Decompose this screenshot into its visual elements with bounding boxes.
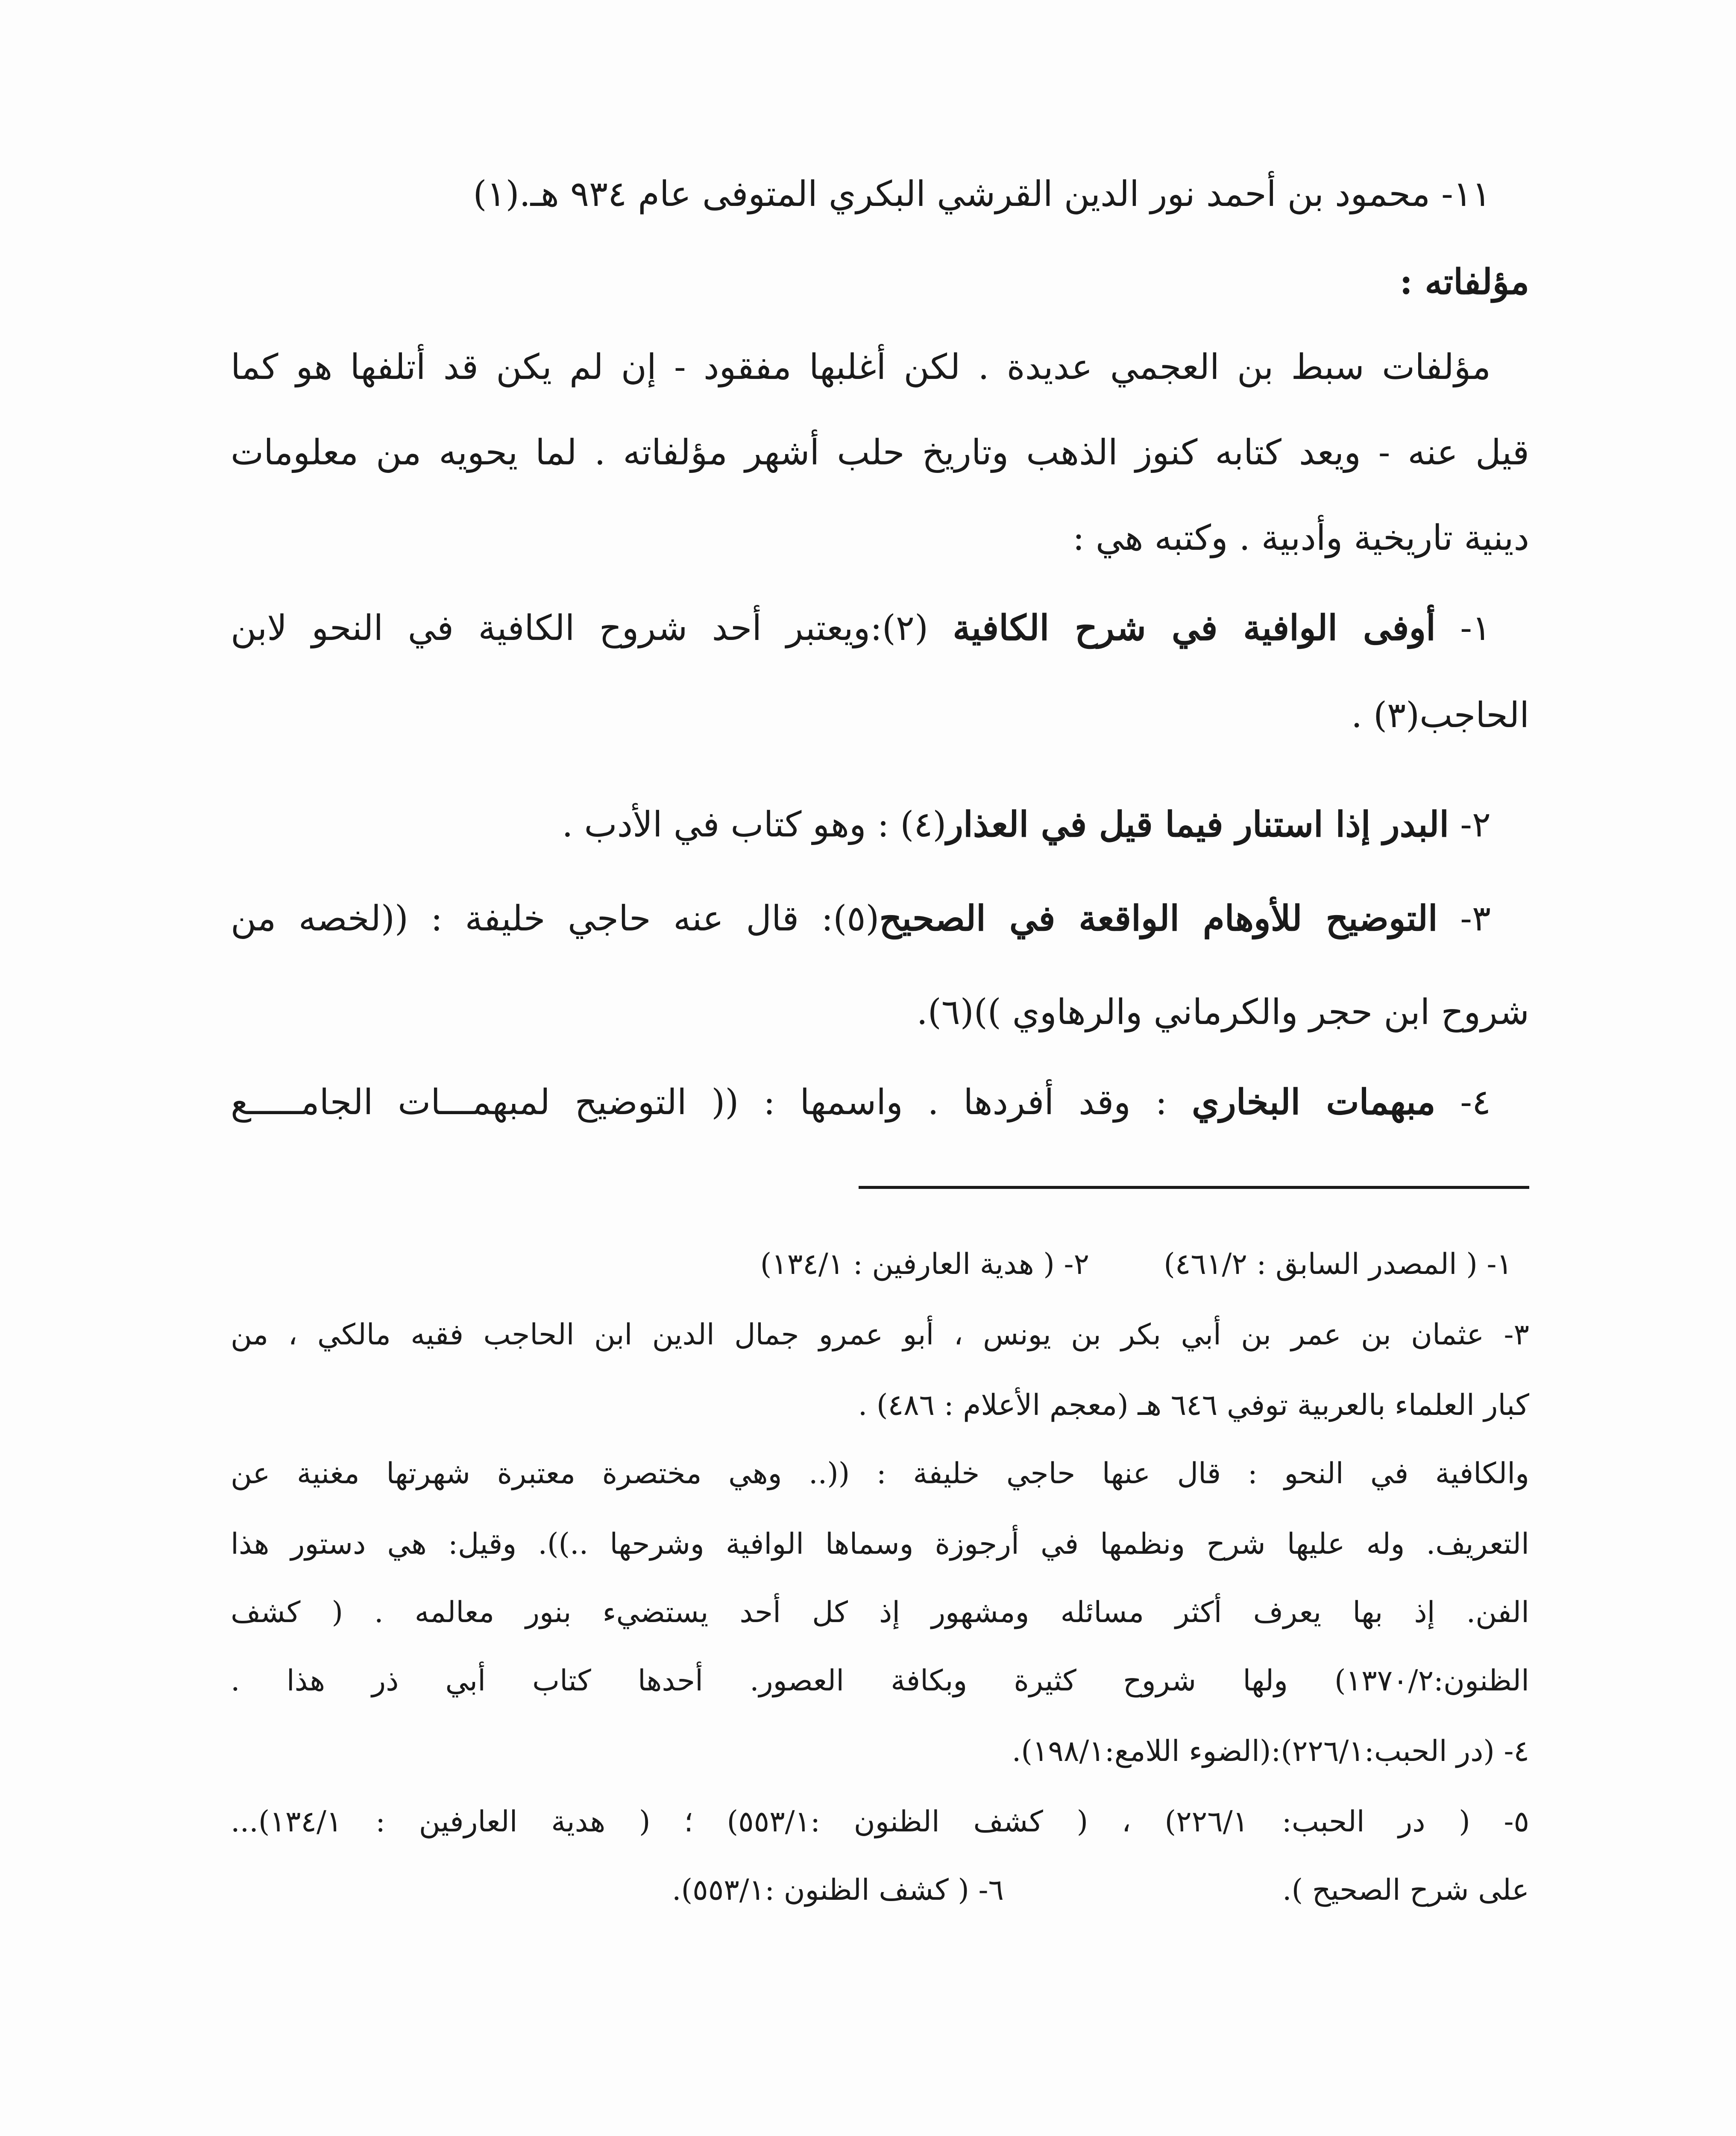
footnote-4: ٤- (در الحبب:٢٢٦/١):(الضوء اللامع:١٩٨/١).	[1012, 1734, 1529, 1768]
footnote-1: ١- ( المصدر السابق : ٤٦١/٢)	[1164, 1247, 1512, 1281]
heading-works: مؤلفاته :	[1399, 261, 1529, 302]
text-line-11-mahmud: ١١- محمود بن أحمد نور الدين القرشي البكري المتوفى عام ٩٣٤ هـ.(١)	[473, 174, 1491, 214]
text-line-works-1: مؤلفات سبط بن العجمي عديدة . لكن أغلبها مفقود - إن لم يكن قد أتلفها هو كما	[231, 347, 1491, 387]
list-item-2-title: البدر إذا استنار فيما قيل في العذار	[946, 804, 1449, 845]
list-item-1: ١- أوفى الوافية في شرح الكافية (٢):ويعتبر أحد شروح الكافية في النحو لابن	[231, 607, 1491, 648]
footnote-5: ٥- ( در الحبب: ٢٢٦/١) ، ( كشف الظنون :٥٥٣/١) ؛ ( هدية العارفين : ١٣٤/١)...	[231, 1805, 1529, 1839]
footnote-3-line-1: ٣- عثمان بن عمر بن أبي بكر بن يونس ، أبو عمرو جمال الدين ابن الحاجب فقيه مالكي ، من	[231, 1318, 1529, 1352]
footnote-3-line-4: التعريف. وله عليها شرح ونظمها في أرجوزة وسماها الوافية وشرحها ..)). وقيل: هي دستور هذا	[231, 1527, 1529, 1561]
footnote-6: ٦- ( كشف الظنون :٥٥٣/١).	[672, 1873, 1004, 1907]
text-line-works-3: دينية تاريخية وأدبية . وكتبه هي :	[1073, 518, 1529, 558]
list-item-4: ٤- مبهمات البخاري : وقد أفردها . واسمها : (( التوضيح لمبهمـــات الجامـــــع	[231, 1082, 1491, 1123]
list-item-3: ٣- التوضيح للأوهام الواقعة في الصحيح(٥): قال عنه حاجي خليفة : ((لخصه من	[231, 898, 1491, 939]
list-item-1-title: أوفى الوافية في شرح الكافية	[953, 607, 1436, 648]
list-item-4-title: مبهمات البخاري	[1192, 1082, 1436, 1123]
text-line-works-2: قيل عنه - ويعد كتابه كنوز الذهب وتاريخ حلب أشهر مؤلفاته . لما يحويه من معلومات	[231, 432, 1529, 473]
list-item-2: ٢- البدر إذا استنار فيما قيل في العذار(٤) : وهو كتاب في الأدب .	[562, 804, 1491, 845]
footnote-2: ٢- ( هدية العارفين : ١٣٤/١)	[760, 1247, 1089, 1281]
text-line-shuruh: شروح ابن حجر والكرماني والرهاوي ))(٦).	[916, 992, 1529, 1033]
footnote-separator	[859, 1186, 1529, 1189]
footnote-3-line-5: الفن. إذ بها يعرف أكثر مسائله ومشهور إذ كل أحد يستضيء بنور معالمه . ( كشف	[231, 1596, 1529, 1629]
footnote-3-line-2: كبار العلماء بالعربية توفي ٦٤٦ هـ (معجم الأعلام : ٤٨٦) .	[858, 1388, 1529, 1422]
footnote-3-line-3: والكافية في النحو : قال عنها حاجي خليفة : ((.. وهي مختصرة معتبرة شهرتها مغنية عن	[231, 1457, 1529, 1491]
footnote-5-cont: على شرح الصحيح ).	[1282, 1873, 1529, 1907]
footnote-3-line-6: الظنون:١٣٧٠/٢) ولها شروح كثيرة وبكافة العصور. أحدها كتاب أبي ذر هذا .	[231, 1664, 1529, 1698]
list-item-3-title: التوضيح للأوهام الواقعة في الصحيح	[879, 898, 1438, 939]
text-line-hajib: الحاجب(٣) .	[1351, 695, 1529, 736]
